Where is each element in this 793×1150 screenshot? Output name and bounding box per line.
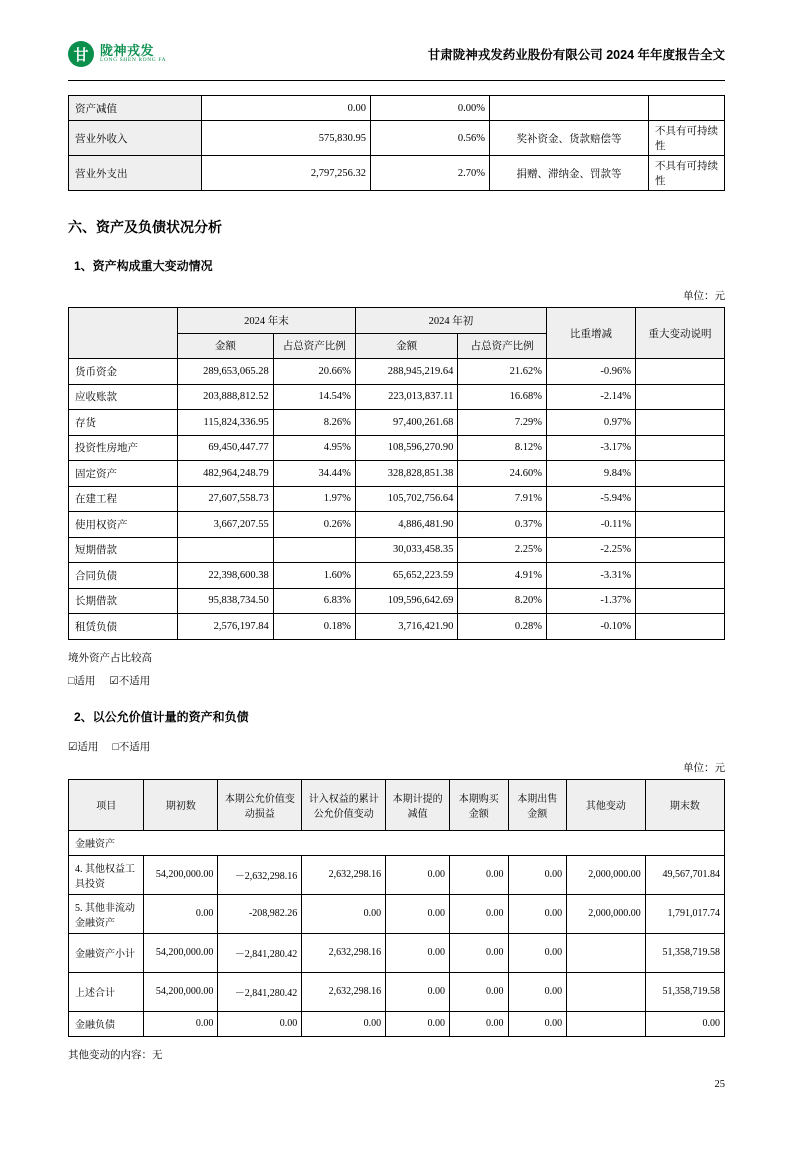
checkbox-not-applicable-2[interactable]: □不适用 [112, 741, 151, 753]
overseas-assets-note: 境外资产占比较高 [68, 652, 152, 664]
row-begin-pct: 7.29% [458, 410, 547, 436]
company-logo [68, 41, 166, 67]
row-label: 5. 其他非流动金融资产 [69, 894, 144, 933]
table-row [69, 614, 725, 640]
row-begin-amount: 30,033,458.35 [355, 537, 458, 563]
row-begin-amount: 3,716,421.90 [355, 614, 458, 640]
table-row [69, 563, 725, 589]
row-ratio: 0.56% [371, 121, 490, 156]
row-reason: 奖补资金、货款赔偿等 [490, 121, 649, 156]
row-end: 51,358,719.58 [645, 972, 724, 1011]
row-end-amount: 27,607,558.73 [178, 486, 274, 512]
row-end: 1,791,017.74 [645, 894, 724, 933]
row-sale: 0.00 [508, 894, 567, 933]
row-begin-amount: 109,596,642.69 [355, 588, 458, 614]
document-page [0, 28, 793, 1150]
row-end: 49,567,701.84 [645, 855, 724, 894]
row-end-pct: 14.54% [273, 384, 355, 410]
row-begin: 54,200,000.00 [144, 972, 218, 1011]
row-change: -2.14% [547, 384, 636, 410]
row-purchase: 0.00 [449, 1011, 508, 1036]
table-row [69, 894, 725, 933]
unit-label-fv: 单位：元 [683, 762, 725, 774]
table-row [69, 486, 725, 512]
row-purchase: 0.00 [449, 855, 508, 894]
row-sustainability [649, 96, 725, 121]
row-begin: 54,200,000.00 [144, 933, 218, 972]
table-header-row [69, 308, 725, 334]
header-change: 比重增减 [547, 308, 636, 359]
row-change: 9.84% [547, 461, 636, 487]
other-change-note: 其他变动的内容：无 [68, 1049, 163, 1061]
row-begin-pct: 24.60% [458, 461, 547, 487]
table-group-row [69, 830, 725, 855]
row-label: 在建工程 [69, 486, 178, 512]
row-label: 4. 其他权益工具投资 [69, 855, 144, 894]
row-note [636, 563, 725, 589]
row-begin-pct: 4.91% [458, 563, 547, 589]
subsection-heading-1: 1、资产构成重大变动情况 [74, 259, 213, 273]
table-header-row [69, 779, 725, 830]
row-begin-pct: 8.12% [458, 435, 547, 461]
row-note [636, 512, 725, 538]
row-begin-pct: 0.37% [458, 512, 547, 538]
row-end-amount: 3,667,207.55 [178, 512, 274, 538]
row-impairment: 0.00 [386, 894, 450, 933]
row-begin-pct: 16.68% [458, 384, 547, 410]
row-note [636, 588, 725, 614]
fair-value-table [68, 779, 725, 1037]
header-end-2024: 2024 年末 [178, 308, 356, 334]
header-sale: 本期出售金额 [508, 779, 567, 830]
table-row [69, 156, 725, 191]
header-purchase: 本期购买金额 [449, 779, 508, 830]
report-title: 甘肃陇神戎发药业股份有限公司 2024 年年度报告全文 [427, 48, 725, 62]
row-other: 2,000,000.00 [567, 894, 646, 933]
row-begin-amount: 4,886,481.90 [355, 512, 458, 538]
row-end-pct: 20.66% [273, 359, 355, 385]
header-begin-2024: 2024 年初 [355, 308, 546, 334]
group-label-financial-assets: 金融资产 [69, 830, 725, 855]
row-begin-pct: 7.91% [458, 486, 547, 512]
table-row [69, 96, 725, 121]
section-heading: 六、资产及负债状况分析 [68, 219, 222, 235]
table-row [69, 537, 725, 563]
header-pct-end: 占总资产比例 [273, 333, 355, 359]
row-reason: 捐赠、滞纳金、罚款等 [490, 156, 649, 191]
row-change: -3.31% [547, 563, 636, 589]
header-divider [68, 80, 725, 81]
table-row [69, 359, 725, 385]
row-end-pct: 8.26% [273, 410, 355, 436]
table-row [69, 972, 725, 1011]
row-label: 上述合计 [69, 972, 144, 1011]
row-end-pct: 1.60% [273, 563, 355, 589]
row-change: -0.11% [547, 512, 636, 538]
row-end-pct [273, 537, 355, 563]
header-end: 期末数 [645, 779, 724, 830]
row-begin-pct: 21.62% [458, 359, 547, 385]
row-begin-amount: 97,400,261.68 [355, 410, 458, 436]
row-ratio: 0.00% [371, 96, 490, 121]
row-amount: 0.00 [202, 96, 371, 121]
row-label: 短期借款 [69, 537, 178, 563]
row-other [567, 1011, 646, 1036]
row-end-amount: 115,824,336.95 [178, 410, 274, 436]
checkbox-applicable-2[interactable]: ☑适用 [68, 741, 99, 753]
row-begin-pct: 0.28% [458, 614, 547, 640]
header-item [69, 308, 178, 359]
row-end-pct: 4.95% [273, 435, 355, 461]
row-sustainability: 不具有可持续性 [649, 156, 725, 191]
table-row [69, 435, 725, 461]
table-row [69, 588, 725, 614]
row-change: -0.10% [547, 614, 636, 640]
table-row [69, 121, 725, 156]
row-ratio: 2.70% [371, 156, 490, 191]
header-pl: 本期公允价值变动损益 [218, 779, 302, 830]
table-row [69, 384, 725, 410]
row-note [636, 461, 725, 487]
row-begin-amount: 65,652,223.59 [355, 563, 458, 589]
checkbox-not-applicable-1[interactable]: ☑不适用 [109, 675, 151, 687]
row-pl: 0.00 [218, 1011, 302, 1036]
row-end-pct: 1.97% [273, 486, 355, 512]
row-label: 资产减值 [69, 96, 202, 121]
header-note: 重大变动说明 [636, 308, 725, 359]
row-begin-amount: 288,945,219.64 [355, 359, 458, 385]
page-header [68, 28, 725, 80]
row-begin-amount: 108,596,270.90 [355, 435, 458, 461]
applicability-line-2 [68, 739, 725, 754]
row-end: 51,358,719.58 [645, 933, 724, 972]
row-begin-amount: 105,702,756.64 [355, 486, 458, 512]
row-label: 应收账款 [69, 384, 178, 410]
logo-chinese-name: 陇神戎发 [100, 43, 155, 59]
header-amount-begin: 金额 [355, 333, 458, 359]
table-row [69, 1011, 725, 1036]
header-equity: 计入权益的累计公允价值变动 [302, 779, 386, 830]
table-row [69, 855, 725, 894]
row-end-amount: 95,838,734.50 [178, 588, 274, 614]
row-purchase: 0.00 [449, 933, 508, 972]
row-sale: 0.00 [508, 972, 567, 1011]
row-label: 金融资产小计 [69, 933, 144, 972]
row-begin-pct: 2.25% [458, 537, 547, 563]
header-begin: 期初数 [144, 779, 218, 830]
row-label: 合同负债 [69, 563, 178, 589]
row-begin-amount: 223,013,837.11 [355, 384, 458, 410]
row-end-amount: 69,450,447.77 [178, 435, 274, 461]
row-pl: －2,841,280.42 [218, 933, 302, 972]
row-amount: 2,797,256.32 [202, 156, 371, 191]
row-pl: －2,632,298.16 [218, 855, 302, 894]
row-pl: －2,841,280.42 [218, 972, 302, 1011]
header-other: 其他变动 [567, 779, 646, 830]
row-end-amount [178, 537, 274, 563]
row-begin: 0.00 [144, 1011, 218, 1036]
logo-mark-icon: 甘 [68, 41, 94, 67]
row-note [636, 410, 725, 436]
row-end-amount: 482,964,248.79 [178, 461, 274, 487]
header-pct-begin: 占总资产比例 [458, 333, 547, 359]
row-other [567, 933, 646, 972]
row-note [636, 384, 725, 410]
row-equity: 0.00 [302, 894, 386, 933]
row-begin: 54,200,000.00 [144, 855, 218, 894]
row-purchase: 0.00 [449, 972, 508, 1011]
row-note [636, 359, 725, 385]
row-impairment: 0.00 [386, 1011, 450, 1036]
row-label: 长期借款 [69, 588, 178, 614]
row-end-amount: 203,888,812.52 [178, 384, 274, 410]
row-change: 0.97% [547, 410, 636, 436]
row-equity: 2,632,298.16 [302, 855, 386, 894]
checkbox-applicable-1[interactable]: □适用 [68, 675, 96, 687]
row-begin-pct: 8.20% [458, 588, 547, 614]
row-change: -0.96% [547, 359, 636, 385]
row-sale: 0.00 [508, 855, 567, 894]
table-row [69, 410, 725, 436]
row-sale: 0.00 [508, 933, 567, 972]
row-reason [490, 96, 649, 121]
row-note [636, 614, 725, 640]
row-end: 0.00 [645, 1011, 724, 1036]
row-equity: 2,632,298.16 [302, 933, 386, 972]
row-change: -3.17% [547, 435, 636, 461]
row-label: 使用权资产 [69, 512, 178, 538]
row-amount: 575,830.95 [202, 121, 371, 156]
row-note [636, 435, 725, 461]
row-end-pct: 0.18% [273, 614, 355, 640]
page-number: 25 [714, 1079, 725, 1090]
row-label: 货币资金 [69, 359, 178, 385]
row-pl: -208,982.26 [218, 894, 302, 933]
header-amount-end: 金额 [178, 333, 274, 359]
row-sale: 0.00 [508, 1011, 567, 1036]
row-impairment: 0.00 [386, 855, 450, 894]
row-end-pct: 6.83% [273, 588, 355, 614]
applicability-line-1 [68, 673, 725, 688]
row-impairment: 0.00 [386, 933, 450, 972]
logo-english-name: LONG SHEN RONG FA [100, 56, 167, 63]
table-row [69, 512, 725, 538]
row-end-pct: 0.26% [273, 512, 355, 538]
subsection-heading-2: 2、以公允价值计量的资产和负债 [74, 709, 249, 724]
row-equity: 2,632,298.16 [302, 972, 386, 1011]
row-label: 营业外收入 [69, 121, 202, 156]
row-label: 固定资产 [69, 461, 178, 487]
row-change: -1.37% [547, 588, 636, 614]
row-end-amount: 22,398,600.38 [178, 563, 274, 589]
row-note [636, 537, 725, 563]
row-begin-amount: 328,828,851.38 [355, 461, 458, 487]
row-change: -2.25% [547, 537, 636, 563]
row-label: 金融负债 [69, 1011, 144, 1036]
row-end-amount: 2,576,197.84 [178, 614, 274, 640]
row-purchase: 0.00 [449, 894, 508, 933]
table-row [69, 933, 725, 972]
row-note [636, 486, 725, 512]
header-item: 项目 [69, 779, 144, 830]
nonrecurring-items-table [68, 95, 725, 191]
row-change: -5.94% [547, 486, 636, 512]
row-impairment: 0.00 [386, 972, 450, 1011]
row-sustainability: 不具有可持续性 [649, 121, 725, 156]
asset-composition-table [68, 307, 725, 640]
row-label: 营业外支出 [69, 156, 202, 191]
row-label: 租赁负债 [69, 614, 178, 640]
logo-text [100, 44, 166, 63]
table-row [69, 461, 725, 487]
row-equity: 0.00 [302, 1011, 386, 1036]
row-label: 存货 [69, 410, 178, 436]
header-impairment: 本期计提的减值 [386, 779, 450, 830]
row-other: 2,000,000.00 [567, 855, 646, 894]
unit-label-assets: 单位：元 [683, 291, 725, 302]
row-begin: 0.00 [144, 894, 218, 933]
row-end-amount: 289,653,065.28 [178, 359, 274, 385]
row-other [567, 972, 646, 1011]
row-label: 投资性房地产 [69, 435, 178, 461]
row-end-pct: 34.44% [273, 461, 355, 487]
